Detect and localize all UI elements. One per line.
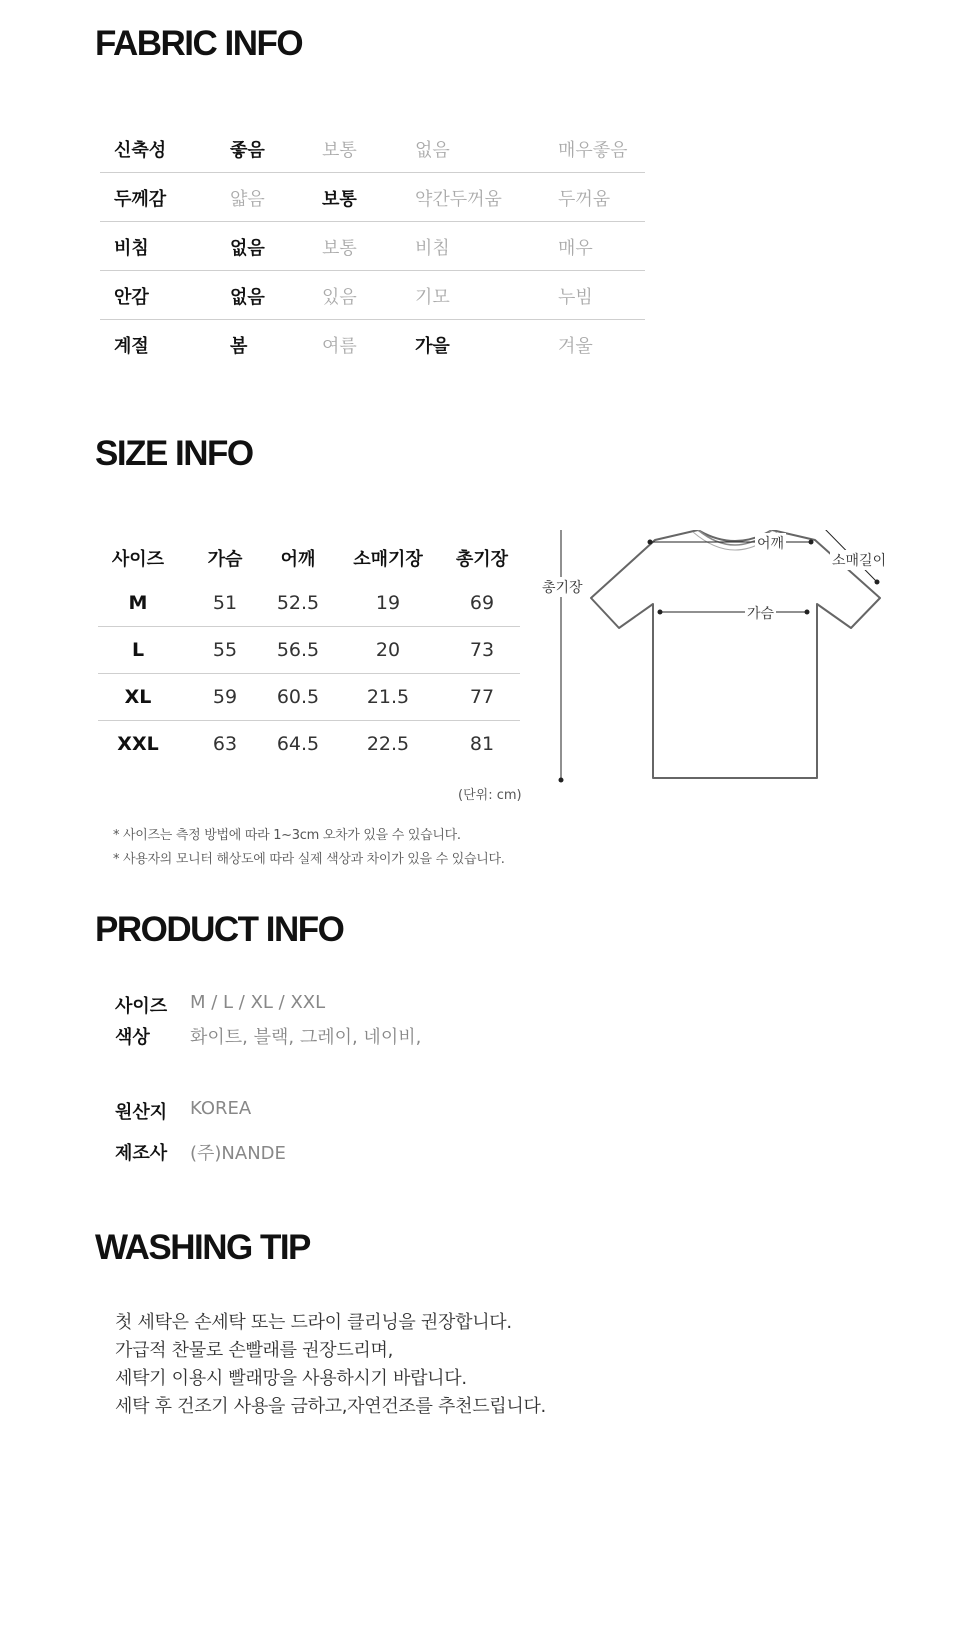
fabric-option: 보통 <box>322 140 357 161</box>
fabric-option: 보통 <box>322 238 357 259</box>
size-cell: 59 <box>212 686 238 708</box>
size-cell: 56.5 <box>276 639 320 661</box>
size-row <box>98 580 520 627</box>
size-cell: 19 <box>375 592 401 614</box>
diagram-sleeve-label: 소매길이 <box>830 550 888 570</box>
size-note-1: * 사이즈는 측정 방법에 따라 1~3cm 오차가 있을 수 있습니다. <box>113 828 461 843</box>
size-row <box>98 627 520 674</box>
fabric-option: 매우좋음 <box>558 140 628 161</box>
fabric-option: 없음 <box>230 287 265 308</box>
size-row <box>98 674 520 721</box>
fabric-option: 매우 <box>558 238 593 259</box>
fabric-option: 겨울 <box>558 336 593 357</box>
fabric-option: 여름 <box>322 336 357 357</box>
size-header-cell: 소매기장 <box>353 549 423 570</box>
fabric-option: 있음 <box>322 287 357 308</box>
size-cell: 20 <box>375 639 401 661</box>
fabric-row-label: 계절 <box>114 336 149 357</box>
size-unit: (단위: cm) <box>458 788 522 803</box>
fabric-option: 약간두꺼움 <box>415 189 502 210</box>
tshirt-outline-icon <box>555 530 935 820</box>
product-info-title: PRODUCT INFO <box>95 910 344 949</box>
fabric-option: 없음 <box>230 238 265 259</box>
product-color-label: 색상 <box>115 1027 150 1048</box>
size-cell: 22.5 <box>366 733 410 755</box>
fabric-option: 누빔 <box>558 287 593 308</box>
size-header-cell: 사이즈 <box>111 549 165 570</box>
size-cell: XXL <box>117 733 159 755</box>
size-cell: 64.5 <box>276 733 320 755</box>
fabric-row-label: 안감 <box>114 287 149 308</box>
size-table <box>98 540 520 767</box>
size-info-title: SIZE INFO <box>95 434 253 473</box>
washing-line-4: 세탁 후 건조기 사용을 금하고,자연건조를 추천드립니다. <box>115 1396 546 1417</box>
fabric-row <box>100 271 645 320</box>
tshirt-diagram <box>542 530 935 820</box>
fabric-option: 기모 <box>415 287 450 308</box>
product-origin-label: 원산지 <box>115 1102 168 1123</box>
size-cell: 63 <box>212 733 238 755</box>
size-cell: 52.5 <box>276 592 320 614</box>
size-cell: XL <box>124 686 152 708</box>
size-cell: 21.5 <box>366 686 410 708</box>
product-origin-value: KOREA <box>190 1098 252 1119</box>
size-header-cell: 어깨 <box>280 549 316 570</box>
fabric-option: 보통 <box>322 189 357 210</box>
fabric-row <box>100 173 645 222</box>
washing-tip-title: WASHING TIP <box>95 1228 310 1267</box>
diagram-chest-label: 가슴 <box>745 603 776 623</box>
size-cell: L <box>131 639 145 661</box>
size-cell: M <box>128 592 148 614</box>
size-note-2: * 사용자의 모니터 해상도에 따라 실제 색상과 차이가 있을 수 있습니다. <box>113 852 505 867</box>
product-size-label: 사이즈 <box>115 996 168 1017</box>
size-cell: 73 <box>469 639 495 661</box>
fabric-row-label: 신축성 <box>114 140 167 161</box>
fabric-table <box>100 124 645 368</box>
fabric-option: 좋음 <box>230 140 265 161</box>
fabric-option: 봄 <box>230 336 248 357</box>
washing-line-2: 가급적 찬물로 손빨래를 권장드리며, <box>115 1340 394 1361</box>
size-cell: 81 <box>469 733 495 755</box>
fabric-row-label: 두께감 <box>114 189 167 210</box>
fabric-option: 가을 <box>415 336 450 357</box>
size-cell: 55 <box>212 639 238 661</box>
fabric-info-title: FABRIC INFO <box>95 24 303 63</box>
fabric-row <box>100 222 645 271</box>
fabric-option: 비침 <box>415 238 450 259</box>
size-header-cell: 총기장 <box>455 549 509 570</box>
size-cell: 69 <box>469 592 495 614</box>
fabric-option: 없음 <box>415 140 450 161</box>
size-table-header <box>98 540 520 580</box>
size-row <box>98 721 520 767</box>
product-maker-label: 제조사 <box>115 1143 168 1164</box>
fabric-row <box>100 320 645 368</box>
washing-line-1: 첫 세탁은 손세탁 또는 드라이 클리닝을 권장합니다. <box>115 1312 512 1333</box>
diagram-shoulder-label: 어깨 <box>755 533 786 553</box>
fabric-row <box>100 124 645 173</box>
washing-line-3: 세탁기 이용시 빨래망을 사용하시기 바랍니다. <box>115 1368 467 1389</box>
product-maker-value: (주)NANDE <box>190 1143 286 1164</box>
fabric-row-label: 비침 <box>114 238 149 259</box>
fabric-option: 얇음 <box>230 189 265 210</box>
size-cell: 51 <box>212 592 238 614</box>
fabric-option: 두꺼움 <box>558 189 611 210</box>
size-cell: 77 <box>469 686 495 708</box>
product-size-value: M / L / XL / XXL <box>190 992 326 1013</box>
diagram-length-label: 총기장 <box>540 577 585 597</box>
product-color-value: 화이트, 블랙, 그레이, 네이비, <box>190 1027 422 1048</box>
size-header-cell: 가슴 <box>207 549 243 570</box>
size-cell: 60.5 <box>276 686 320 708</box>
